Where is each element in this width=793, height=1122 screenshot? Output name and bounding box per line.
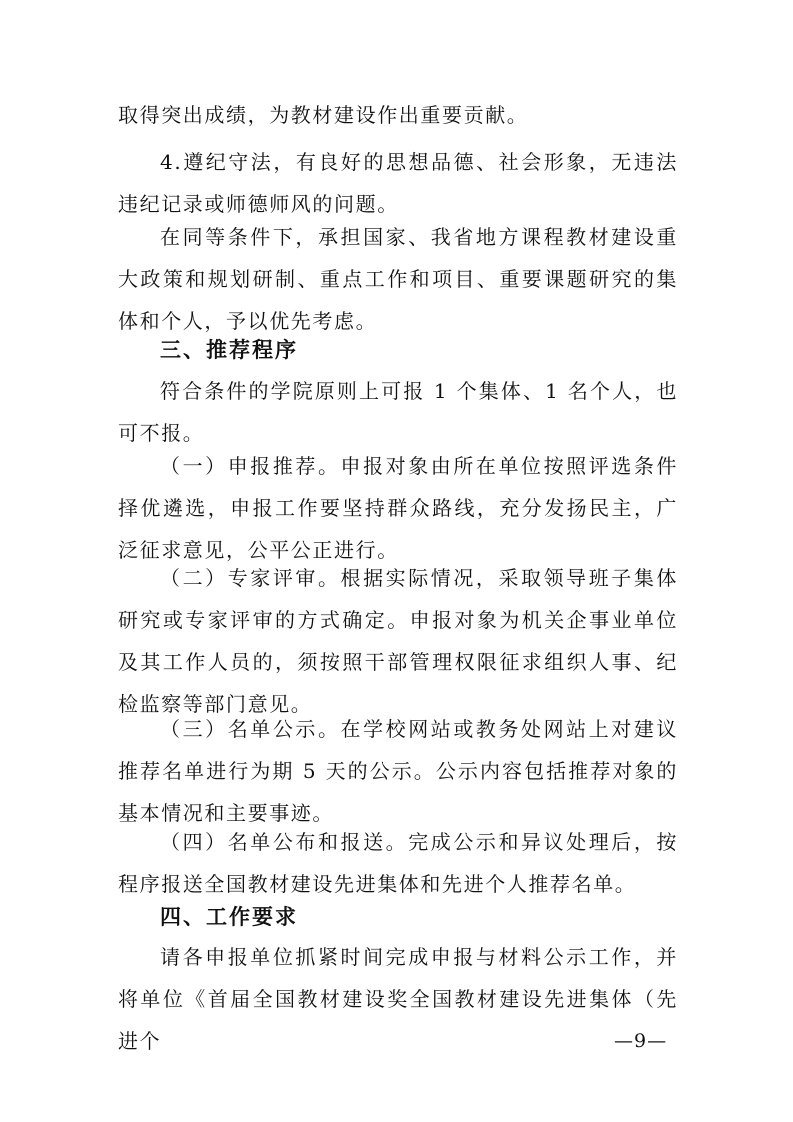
paragraph-step-1-application: （一）申报推荐。申报对象由所在单位按照评选条件择优遴选，申报工作要坚持群众路线，充分发扬民主，广泛征求意见，公平公正进行。	[118, 454, 678, 562]
section-heading-work-requirements: 四、工作要求	[160, 905, 298, 929]
paragraph-requirements: 请各申报单位抓紧时间完成申报与材料公示工作，并将单位《首届全国教材建设奖全国教材建设先进集体（先进个	[118, 945, 678, 1053]
section-heading-recommendation-procedure: 三、推荐程序	[160, 338, 298, 362]
paragraph-quota: 符合条件的学院原则上可报 1 个集体、1 名个人，也可不报。	[118, 379, 678, 445]
paragraph-priority: 在同等条件下，承担国家、我省地方课程教材建设重大政策和规划研制、重点工作和项目、重要课题研究的集体和个人，予以优先考虑。	[118, 225, 678, 333]
page-number: —9—	[614, 1030, 668, 1052]
paragraph-step-4-submission: （四）名单公布和报送。完成公示和异议处理后，按程序报送全国教材建设先进集体和先进个人推荐名单。	[118, 830, 678, 896]
paragraph-step-3-publicity: （三）名单公示。在学校网站或教务处网站上对建议推荐名单进行为期 5 天的公示。公示内容包括推荐对象的基本情况和主要事迹。	[118, 717, 678, 825]
paragraph-continuation: 取得突出成绩，为教材建设作出重要贡献。	[118, 103, 529, 127]
paragraph-step-2-review: （二）专家评审。根据实际情况，采取领导班子集体研究或专家评审的方式确定。申报对象为机关企事业单位及其工作人员的，须按照干部管理权限征求组织人事、纪检监察等部门意见。	[118, 566, 678, 716]
paragraph-item-4: 4.遵纪守法，有良好的思想品德、社会形象，无违法违纪记录或师德师风的问题。	[118, 150, 678, 216]
